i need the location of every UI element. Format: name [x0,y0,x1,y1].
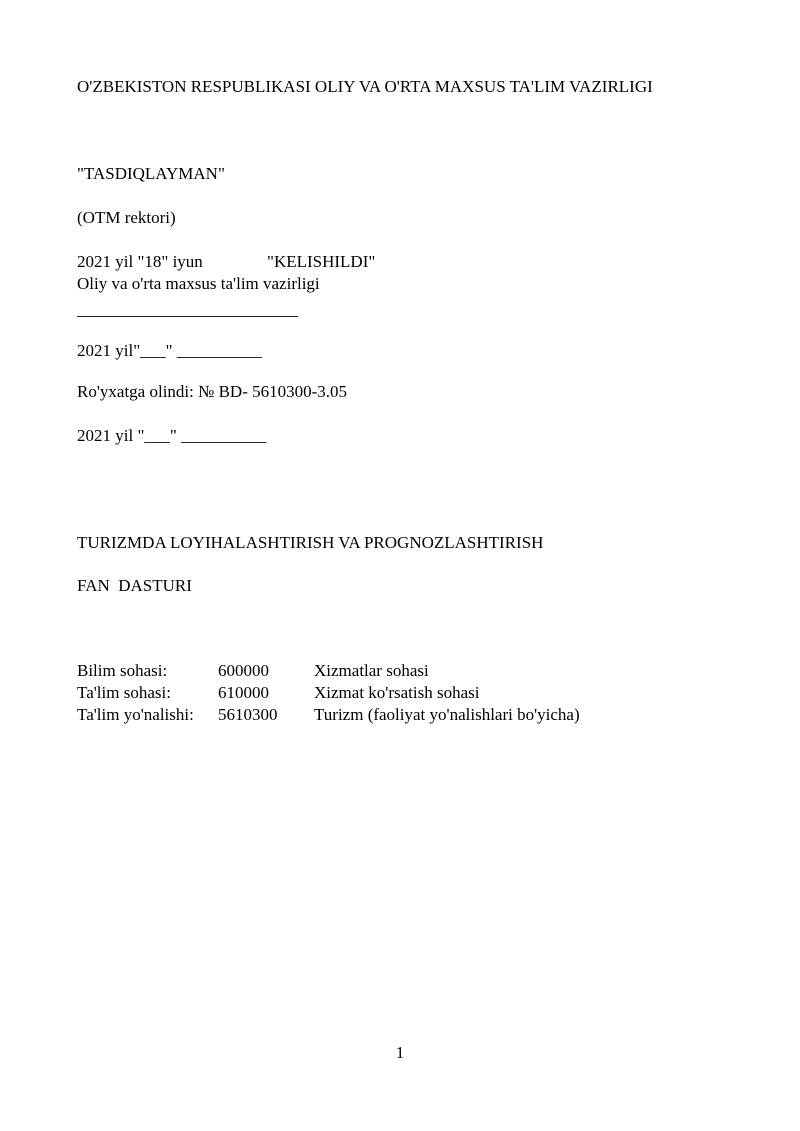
field-label: Bilim sohasi: [77,661,168,680]
field-code: 600000 [218,661,269,680]
field-name: Turizm (faoliyat yo'nalishlari bo'yicha) [314,705,580,724]
field-label: Ta'lim sohasi: [77,683,171,702]
approval-date-row [77,251,376,273]
page-number: 1 [395,1043,405,1062]
approval-heading: "TASDIQLAYMAN" [77,164,225,183]
program-title: FAN DASTURI [77,576,192,595]
field-label: Ta'lim yo'nalishi: [77,705,194,724]
registration-number: Ro'yxatga olindi: № BD- 5610300-3.05 [77,382,348,401]
field-code: 5610300 [218,705,278,724]
rector-label: (OTM rektori) [77,208,176,227]
registration-date-blank: 2021 yil "___" __________ [77,426,267,445]
signature-line: __________________________ [77,300,298,319]
table-row [77,682,580,704]
approval-date: 2021 yil "18" iyun [77,252,203,271]
field-code: 610000 [218,683,269,702]
agreed-date-blank: 2021 yil"___" __________ [77,341,262,360]
subject-title: TURIZMDA LOYIHALASHTIRISH VA PROGNOZLASHTIRISH [77,533,544,552]
field-name: Xizmatlar sohasi [314,661,429,680]
table-row [77,660,580,682]
agreed-label: "KELISHILDI" [267,252,376,271]
ministry-short-label: Oliy va o'rta maxsus ta'lim vazirligi [77,274,320,293]
field-name: Xizmat ko'rsatish sohasi [314,683,480,702]
table-row [77,704,580,726]
field-table [77,660,580,726]
ministry-heading: O'ZBEKISTON RESPUBLIKASI OLIY VA O'RTA MAXSUS TA'LIM VAZIRLIGI [77,77,653,96]
